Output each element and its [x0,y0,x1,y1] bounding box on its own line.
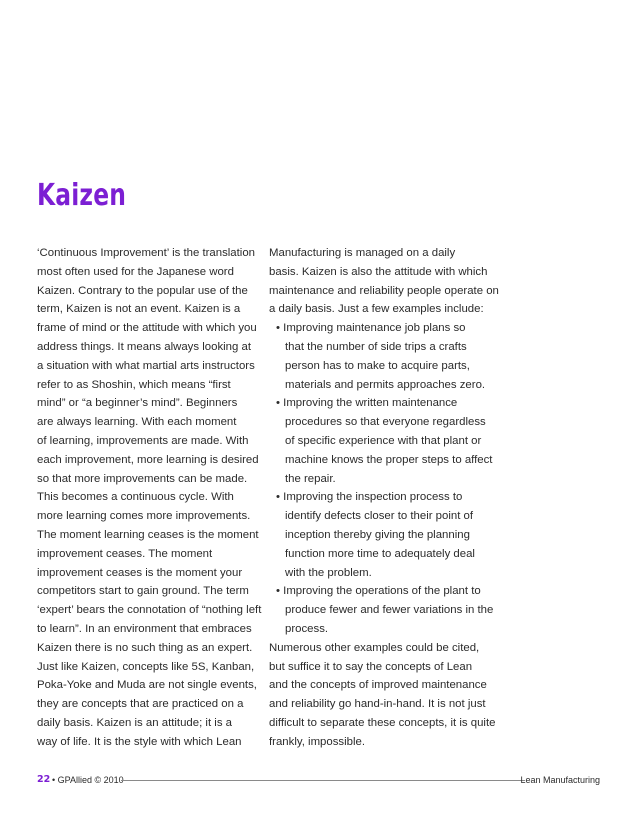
text-line: with the problem. [285,566,372,579]
text-line: that the number of side trips a crafts [285,340,467,353]
text-line: produce fewer and fewer variations in the [285,604,494,617]
text-line: a daily basis. Just a few examples include: [269,303,484,316]
page-footer [37,773,600,787]
text-line: materials and permits approaches zero. [285,378,486,391]
left-text-column [37,244,262,752]
text-line: frankly, impossible. [269,735,366,748]
text-line: so that more improvements can be made. [37,472,248,485]
bullet-item: • Improving the inspection process to [276,491,463,504]
text-line: term, Kaizen is not an event. Kaizen is a [37,303,241,316]
text-line: person has to make to acquire parts, [285,359,470,372]
text-line: and the concepts of improved maintenance [269,679,487,692]
text-line: Kaizen there is no such thing as an expert. [37,641,253,654]
text-line: ‘expert’ bears the connotation of “nothing left [37,604,262,617]
text-line: basis. Kaizen is also the attitude with which [269,265,488,278]
text-line: Just like Kaizen, concepts like 5S, Kanban, [37,660,255,673]
bullet-item: • Improving the written maintenance [276,397,458,410]
text-line: mind” or “a beginner’s mind”. Beginners [37,397,238,410]
text-line: competitors start to gain ground. The term [37,585,249,598]
text-line: refer to as Shoshin, which means “first [37,378,231,391]
right-text-column [269,244,499,752]
text-line: and reliability go hand-in-hand. It is not just [269,698,486,711]
text-line: The moment learning ceases is the moment [37,528,259,541]
text-line: machine knows the proper steps to affect [285,453,493,466]
text-line: function more time to adequately deal [285,547,475,560]
text-line: inception thereby giving the planning [285,528,470,541]
text-line: frame of mind or the attitude with which you [37,322,257,335]
bullet-item: • Improving maintenance job plans so [276,322,466,335]
text-line: maintenance and reliability people operate on [269,284,499,297]
text-line: daily basis. Kaizen is an attitude; it is a [37,716,233,729]
text-line: ‘Continuous Improvement’ is the translation [37,247,256,259]
text-line: process. [285,622,329,635]
text-line: Manufacturing is managed on a daily [269,247,456,259]
text-line: they are concepts that are practiced on a [37,698,244,711]
text-line: This becomes a continuous cycle. With [37,491,234,504]
page-number: 22 [37,774,51,785]
text-line: identify defects closer to their point of [285,510,474,523]
footer-section-title: Lean Manufacturing [520,775,600,785]
text-line: the repair. [285,472,336,485]
text-line: Poka-Yoke and Muda are not single events, [37,679,257,692]
page-title: Kaizen [37,178,127,213]
text-line: to learn”. In an environment that embraces [37,622,252,635]
text-line: way of life. It is the style with which Lean [37,735,242,748]
text-line: Kaizen. Contrary to the popular use of the [37,284,248,297]
text-line: improvement ceases is the moment your [37,566,243,579]
text-line: of specific experience with that plant or [285,434,482,447]
text-line: a situation with what martial arts instructors [37,359,255,372]
text-line: are always learning. With each moment [37,416,237,429]
text-line: improvement ceases. The moment [37,547,213,560]
text-line: each improvement, more learning is desired [37,453,259,466]
text-line: address things. It means always looking at [37,340,252,353]
text-line: difficult to separate these concepts, it is quite [269,716,496,729]
footer-divider [121,780,525,781]
text-line: but suffice it to say the concepts of Lean [269,660,473,673]
footer-brand: • GPAllied © 2010 [52,775,124,785]
bullet-item: • Improving the operations of the plant to [276,585,481,598]
text-line: Numerous other examples could be cited, [269,641,480,654]
text-line: of learning, improvements are made. With [37,434,249,447]
text-line: most often used for the Japanese word [37,265,234,278]
text-line: procedures so that everyone regardless [285,416,486,429]
text-line: more learning comes more improvements. [37,510,251,523]
